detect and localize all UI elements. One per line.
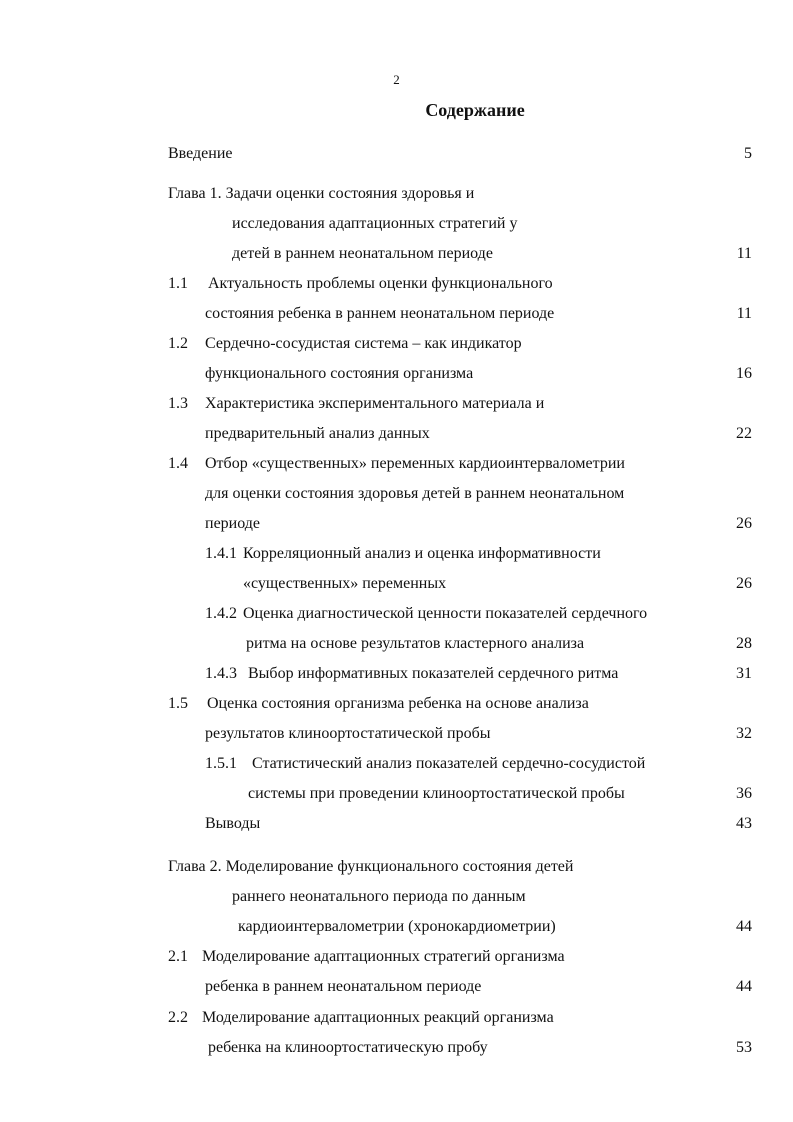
toc-entry-page: 26 bbox=[736, 575, 752, 592]
toc-entry-page: 16 bbox=[736, 365, 752, 382]
toc-entry-page: 28 bbox=[736, 635, 752, 652]
toc-entry-page: 36 bbox=[736, 785, 752, 802]
toc-entry-title: ребенка на клиноортостатическую пробу bbox=[208, 1039, 488, 1056]
toc-entry-title: Характеристика экспериментального материала и bbox=[205, 395, 545, 412]
page-number: 2 bbox=[393, 72, 400, 87]
toc-entry-title: Сердечно-сосудистая система – как индикатор bbox=[205, 335, 522, 352]
toc-entry-number: 1.2 bbox=[168, 335, 188, 352]
toc-entry-title: Оценка состояния организма ребенка на основе анализа bbox=[207, 695, 589, 712]
toc-entry-number: 1.4 bbox=[168, 455, 188, 472]
toc-entry-title: «существенных» переменных bbox=[243, 575, 447, 592]
toc-entry-number: 2.1 bbox=[168, 948, 188, 965]
toc-entry-title: ребенка в раннем неонатальном периоде bbox=[205, 978, 482, 995]
toc-entry-page: 43 bbox=[736, 815, 752, 832]
toc-entry-title: результатов клиноортостатической пробы bbox=[205, 725, 491, 742]
toc-entry-number: 1.5.1 bbox=[205, 755, 237, 772]
toc-entry-number: 1.3 bbox=[168, 395, 188, 412]
toc-entry-title: Глава 2. Моделирование функционального состояния детей bbox=[168, 858, 574, 875]
toc-entry-page: 44 bbox=[736, 978, 752, 995]
toc-entry-page: 22 bbox=[736, 425, 752, 442]
toc-entry-title: Оценка диагностической ценности показателей сердечного bbox=[243, 605, 648, 622]
toc-entry-title: Моделирование адаптационных реакций организма bbox=[202, 1009, 554, 1026]
toc-entry-title: периоде bbox=[205, 515, 261, 532]
toc-entry-title: ритма на основе результатов кластерного анализа bbox=[246, 635, 585, 652]
toc-entry-title: Статистический анализ показателей сердечно-сосудистой bbox=[252, 755, 646, 772]
toc-entry-number: 1.4.1 bbox=[205, 545, 237, 562]
toc-entry-title: предварительный анализ данных bbox=[205, 425, 430, 442]
toc-entry-title: состояния ребенка в раннем неонатальном периоде bbox=[205, 305, 555, 322]
toc-entry-page: 53 bbox=[736, 1039, 752, 1056]
toc-entry-page: 44 bbox=[736, 918, 752, 935]
toc-entry-page: 5 bbox=[744, 145, 752, 162]
toc-entry-title: Выводы bbox=[205, 815, 261, 832]
toc-entry-number: 2.2 bbox=[168, 1009, 188, 1026]
toc-entry-title: Корреляционный анализ и оценка информативности bbox=[243, 545, 601, 562]
toc-entry-number: 1.1 bbox=[168, 275, 188, 292]
toc-entry-page: 11 bbox=[736, 305, 752, 322]
toc-entry-title: раннего неонатального периода по данным bbox=[232, 888, 526, 905]
toc-entry-title: для оценки состояния здоровья детей в раннем неонатальном bbox=[205, 485, 625, 502]
toc-entry-number: 1.5 bbox=[168, 695, 188, 712]
toc-entry-title: Отбор «существенных» переменных кардиоинтервалометрии bbox=[205, 455, 625, 472]
toc-entry-page: 32 bbox=[736, 725, 752, 742]
toc-entry-title: Моделирование адаптационных стратегий организма bbox=[202, 948, 565, 965]
toc-entry-page: 11 bbox=[736, 245, 752, 262]
toc-entry-page: 26 bbox=[736, 515, 752, 532]
toc-entry-title: детей в раннем неонатальном периоде bbox=[232, 245, 493, 262]
toc-entry-title: Выбор информативных показателей сердечного ритма bbox=[248, 665, 619, 682]
toc-entry-page: 31 bbox=[736, 665, 752, 682]
toc-entry-number: 1.4.3 bbox=[205, 665, 237, 682]
toc-entry-title: кардиоинтервалометрии (хронокардиометрии) bbox=[238, 918, 556, 935]
toc-entry-number: 1.4.2 bbox=[205, 605, 237, 622]
toc-entry-title: системы при проведении клиноортостатической пробы bbox=[248, 785, 625, 802]
page-title: Содержание bbox=[425, 100, 525, 120]
toc-entry-title: исследования адаптационных стратегий у bbox=[232, 215, 518, 232]
toc-entry-title: Глава 1. Задачи оценки состояния здоровья и bbox=[168, 185, 475, 202]
toc-entry-title: функционального состояния организма bbox=[205, 365, 474, 382]
toc-entry-title: Актуальность проблемы оценки функционального bbox=[208, 275, 553, 292]
toc-entry-title: Введение bbox=[168, 145, 233, 162]
